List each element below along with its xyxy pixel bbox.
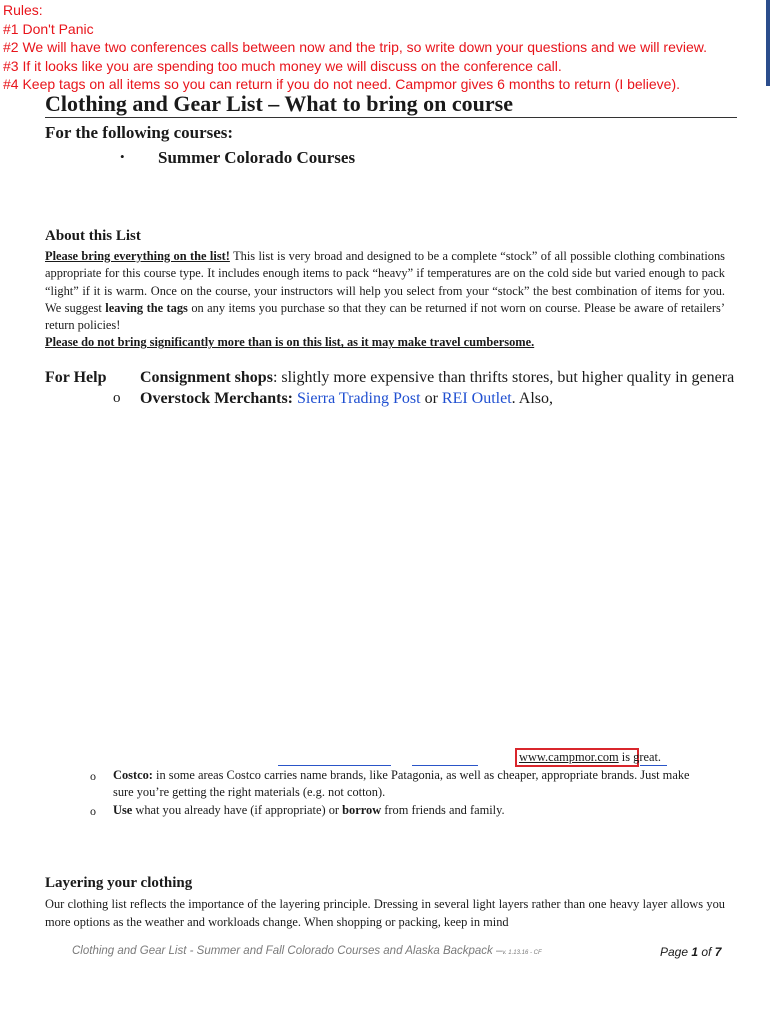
- costco-text: in some areas Costco carries name brands, like Patagonia, as well as cheaper, appropriate brands. Just make sure you’re getting the right materials (e.g. not cotton).: [113, 768, 690, 800]
- page-current: 1: [691, 945, 699, 959]
- hidden-link-underline[interactable]: [412, 765, 478, 766]
- rule-3: #3 If it looks like you are spending too much money we will discuss on the conference call.: [3, 57, 562, 74]
- layering-paragraph: Our clothing list reflects the importance of the layering principle. Dressing in several light layers rather than one heavy layer allows you more options as the weather and workloads change. When shopping or packing, keep in mind: [45, 897, 725, 929]
- overstock-bullet-icon: o: [113, 390, 121, 406]
- about-body-2: on any items you purchase so that they can be returned if not worn on course. Please be aware of retailers’ return policies!: [45, 300, 725, 333]
- consignment-line: [140, 369, 734, 387]
- rule-1: #1 Don't Panic: [3, 20, 94, 37]
- rules-note: [3, 1, 707, 94]
- layering-heading: Layering your clothing: [45, 875, 193, 891]
- overstock-line: [140, 390, 553, 408]
- document-title: Clothing and Gear List – What to bring on course: [45, 91, 513, 116]
- consignment-label: Consignment shops: [140, 369, 273, 386]
- about-warning: Please do not bring significantly more than is on this list, as it may make travel cumbersome.: [45, 335, 535, 350]
- rule-2: #2 We will have two conferences calls between now and the trip, so write down your questions and we will review.: [3, 39, 707, 55]
- about-heading: About this List: [45, 228, 141, 244]
- rei-outlet-link[interactable]: REI Outlet: [441, 390, 512, 407]
- course-item: Summer Colorado Courses: [158, 148, 356, 167]
- overstock-or: or: [420, 390, 442, 407]
- overstock-also: . Also,: [511, 390, 554, 407]
- bullet-icon: •: [120, 149, 125, 164]
- page-word: Page: [660, 945, 692, 959]
- hidden-link-underline[interactable]: [278, 765, 391, 766]
- page-edge-marker: [766, 0, 770, 86]
- title-underline: [45, 117, 737, 118]
- footer-version: v. 1.13.16 - CF: [502, 950, 542, 956]
- courses-heading: For the following courses:: [45, 123, 234, 142]
- hidden-link-underline[interactable]: [640, 765, 667, 766]
- campmor-link[interactable]: www.campmor.com: [519, 750, 619, 764]
- about-body-1: This list is very broad and designed to be a complete “stock” of all possible clothing combinations appropriate for this course type. It includes enough items to pack “heavy” if temperatures are on the cold side but varied enough to pack “light” if it is warm. Once on the course, your instructors will help you select from your “stock” the best combination of items for you. We suggest: [45, 249, 726, 315]
- about-paragraph: [45, 248, 725, 352]
- borrow-label: borrow: [342, 803, 382, 817]
- overstock-label: Overstock Merchants:: [140, 390, 293, 407]
- sierra-trading-post-link[interactable]: Sierra Trading Post: [297, 390, 421, 407]
- page-of: of: [698, 945, 715, 959]
- costco-item: [113, 767, 703, 802]
- use-text-2: from friends and family.: [381, 803, 505, 817]
- footer-text: Clothing and Gear List - Summer and Fall Colorado Courses and Alaska Backpack –: [72, 945, 503, 957]
- campmor-line: [519, 750, 661, 765]
- page-total: 7: [714, 945, 722, 959]
- costco-label: Costco:: [113, 768, 153, 782]
- rules-heading: Rules:: [3, 2, 43, 18]
- campmor-after: is great.: [618, 750, 662, 764]
- footer-title: [72, 945, 542, 957]
- use-bullet-icon: o: [90, 804, 96, 818]
- use-item: [113, 802, 713, 819]
- consignment-text: : slightly more expensive than thrifts stores, but higher quality in genera: [272, 369, 735, 386]
- costco-bullet-icon: o: [90, 769, 96, 783]
- use-text-1: what you already have (if appropriate) or: [132, 803, 343, 817]
- help-label: For Help: [45, 369, 107, 386]
- about-lead: Please bring everything on the list!: [45, 249, 230, 263]
- use-label: Use: [113, 803, 133, 817]
- about-bold-tags: leaving the tags: [105, 300, 188, 315]
- page-number: [660, 945, 721, 959]
- rule-4: #4 Keep tags on all items so you can return if you do not need. Campmor gives 6 months to return (I believe).: [3, 76, 681, 92]
